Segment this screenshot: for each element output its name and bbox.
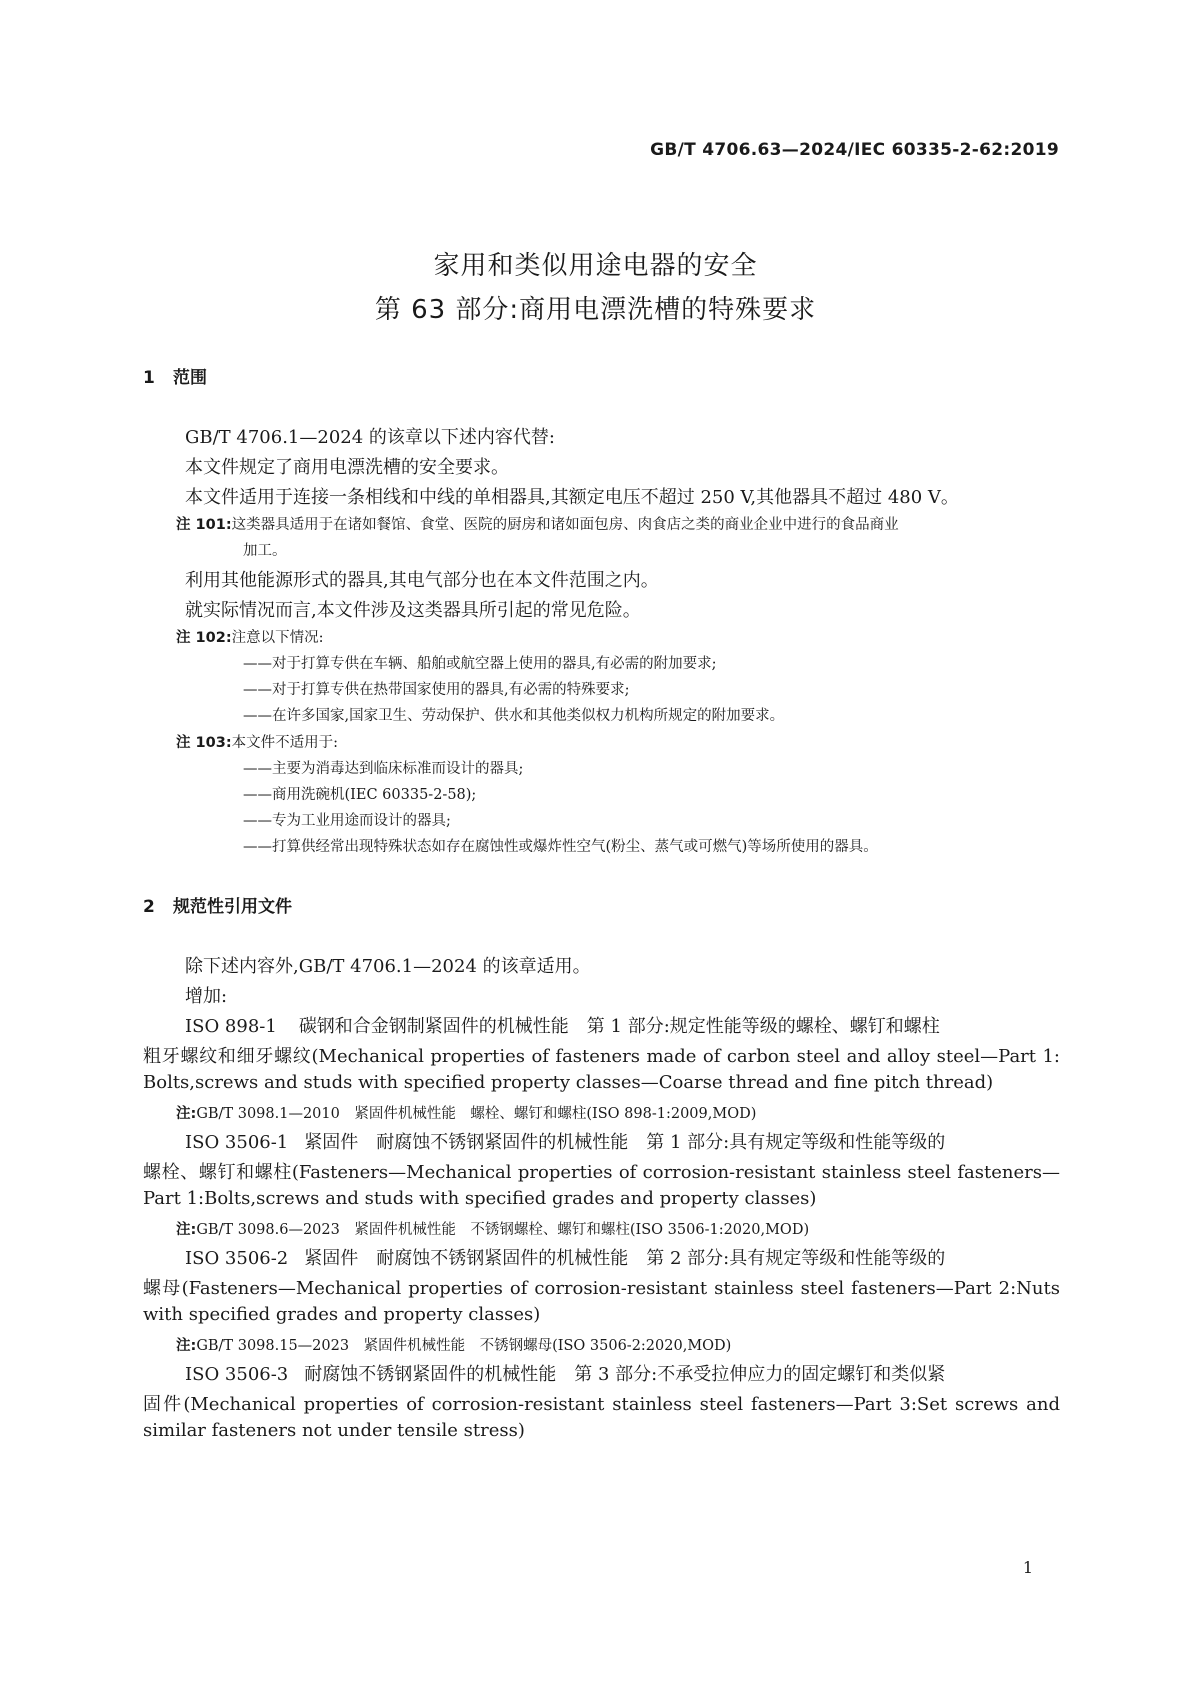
s2-paragraph-2: 增加: — [185, 986, 228, 1007]
note-102-item: ——对于打算专供在热带国家使用的器具,有必需的特殊要求; — [243, 682, 630, 698]
note-102-text: 注意以下情况: — [231, 630, 324, 646]
reference-code: ISO 898-1 — [185, 1016, 277, 1037]
note-102-item: ——在许多国家,国家卫生、劳动保护、供水和其他类似权力机构所规定的附加要求。 — [243, 708, 785, 724]
reference-note-label: 注: — [176, 1106, 197, 1122]
reference-title-continuation: 螺母(Fasteners—Mechanical properties of corrosion-resistant stainless steel fasteners—Part 2:Nuts — [143, 1278, 1060, 1299]
reference-note-text: GB/T 3098.15—2023 紧固件机械性能 不锈钢螺母(ISO 3506-2:2020,MOD) — [196, 1338, 732, 1354]
section-1-title: 范围 — [173, 368, 207, 388]
note-101-label: 注 101: — [176, 517, 232, 533]
reference-title-continuation: similar fasteners not under tensile stress) — [143, 1420, 525, 1441]
section-1-number: 1 — [143, 368, 155, 388]
note-102-label: 注 102: — [176, 630, 232, 646]
reference-title: 紧固件 耐腐蚀不锈钢紧固件的机械性能 第 2 部分:具有规定等级和性能等级的 — [304, 1248, 946, 1269]
section-2-heading — [143, 892, 292, 917]
reference-title-continuation: Bolts,screws and studs with specified property classes—Coarse thread and fine pitch thread) — [143, 1072, 994, 1093]
reference-note-label: 注: — [176, 1222, 197, 1238]
s1-paragraph-5: 就实际情况而言,本文件涉及这类器具所引起的常见危险。 — [185, 600, 641, 621]
s2-paragraph-1: 除下述内容外,GB/T 4706.1—2024 的该章适用。 — [185, 956, 591, 977]
reference-title-continuation: 粗牙螺纹和细牙螺纹(Mechanical properties of fasteners made of carbon steel and alloy steel—Part 1: — [143, 1046, 1060, 1067]
section-2-title: 规范性引用文件 — [173, 897, 292, 917]
note-103-item: ——主要为消毒达到临床标准而设计的器具; — [243, 761, 524, 777]
note-103-item: ——专为工业用途而设计的器具; — [243, 813, 451, 829]
note-102-item: ——对于打算专供在车辆、船舶或航空器上使用的器具,有必需的附加要求; — [243, 656, 717, 672]
document-title-line2: 第 63 部分:商用电漂洗槽的特殊要求 — [374, 295, 817, 325]
reference-note — [176, 1218, 809, 1239]
reference-code: ISO 3506-1 — [185, 1132, 289, 1153]
note-101 — [176, 513, 899, 534]
reference-title-continuation: 螺栓、螺钉和螺柱(Fasteners—Mechanical properties of corrosion-resistant stainless steel fasteners— — [143, 1162, 1060, 1183]
document-title-line1: 家用和类似用途电器的安全 — [433, 251, 758, 281]
reference-entry-line — [185, 1128, 945, 1154]
page-number: 1 — [1022, 1558, 1033, 1577]
reference-title: 碳钢和合金钢制紧固件的机械性能 第 1 部分:规定性能等级的螺栓、螺钉和螺柱 — [298, 1016, 940, 1037]
note-103-label: 注 103: — [176, 735, 232, 751]
reference-title-continuation: Part 1:Bolts,screws and studs with specified grades and property classes) — [143, 1188, 817, 1209]
reference-note-text: GB/T 3098.6—2023 紧固件机械性能 不锈钢螺栓、螺钉和螺柱(ISO 3506-1:2020,MOD) — [196, 1222, 810, 1238]
note-103 — [176, 731, 338, 752]
note-102 — [176, 626, 324, 647]
reference-code: ISO 3506-2 — [185, 1248, 289, 1269]
note-103-item: ——商用洗碗机(IEC 60335-2-58); — [243, 787, 477, 803]
s1-paragraph-3: 本文件适用于连接一条相线和中线的单相器具,其额定电压不超过 250 V,其他器具不超过 480 V。 — [185, 487, 959, 508]
reference-note-label: 注: — [176, 1338, 197, 1354]
reference-title-continuation: 固件(Mechanical properties of corrosion-resistant stainless steel fasteners—Part 3:Set screws and — [143, 1394, 1060, 1415]
section-2-number: 2 — [143, 897, 155, 917]
note-101-text: 这类器具适用于在诸如餐馆、食堂、医院的厨房和诸如面包房、肉食店之类的商业企业中进行的食品商业 — [231, 517, 899, 533]
reference-title-continuation: with specified grades and property classes) — [143, 1304, 541, 1325]
reference-entry-line — [185, 1012, 940, 1038]
standard-code: GB/T 4706.63—2024/IEC 60335-2-62:2019 — [650, 140, 1059, 160]
s1-paragraph-4: 利用其他能源形式的器具,其电气部分也在本文件范围之内。 — [185, 570, 659, 591]
reference-code: ISO 3506-3 — [185, 1364, 289, 1385]
section-1-heading — [143, 363, 207, 388]
reference-title: 紧固件 耐腐蚀不锈钢紧固件的机械性能 第 1 部分:具有规定等级和性能等级的 — [304, 1132, 946, 1153]
s1-paragraph-2: 本文件规定了商用电漂洗槽的安全要求。 — [185, 457, 509, 478]
reference-note — [176, 1102, 756, 1123]
reference-note — [176, 1334, 731, 1355]
note-103-text: 本文件不适用于: — [231, 735, 339, 751]
s1-paragraph-1: GB/T 4706.1—2024 的该章以下述内容代替: — [185, 427, 555, 448]
reference-entry-line — [185, 1360, 945, 1386]
reference-entry-line — [185, 1244, 945, 1270]
reference-title: 耐腐蚀不锈钢紧固件的机械性能 第 3 部分:不承受拉伸应力的固定螺钉和类似紧 — [304, 1364, 946, 1385]
reference-note-text: GB/T 3098.1—2010 紧固件机械性能 螺栓、螺钉和螺柱(ISO 898-1:2009,MOD) — [196, 1106, 757, 1122]
note-103-item: ——打算供经常出现特殊状态如存在腐蚀性或爆炸性空气(粉尘、蒸气或可燃气)等场所使用的器具。 — [243, 839, 878, 855]
note-101-continuation: 加工。 — [243, 543, 287, 559]
